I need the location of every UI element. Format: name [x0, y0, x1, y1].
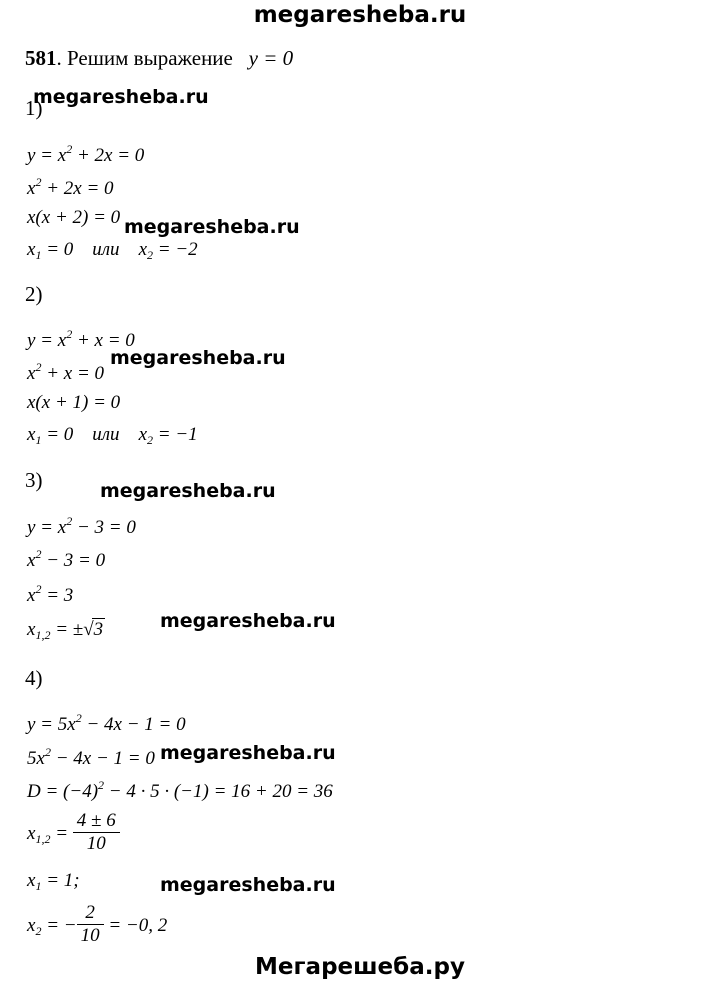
watermark-bottom: Мегарешеба.ру [255, 954, 465, 980]
problem-title [25, 46, 293, 71]
problem-condition: y = 0 [248, 46, 294, 70]
watermark-inline: megaresheba.ru [100, 480, 276, 502]
equation-line: $x^2 + 2x = 0$ [27, 175, 114, 199]
equation-line: $x_2$ = − $\frac{2}{10}$ = −0, 2 [27, 902, 168, 946]
watermark-inline: megaresheba.ru [160, 874, 336, 896]
equation-line: $x^2 = 3$ [27, 582, 74, 606]
fraction: $\frac{4 \pm 6}{10}$ [73, 810, 120, 855]
part2-label: 2) [25, 282, 43, 306]
equation-line: $D = (-4)^2 - 4 \cdot 5 \cdot (-1) = 16 + 20 = 36$ [27, 778, 333, 802]
equation-line: $x_1 = 0$ или $x_2 = -2$ [27, 239, 198, 262]
watermark-top: megaresheba.ru [253, 2, 467, 28]
watermark-inline: megaresheba.ru [33, 86, 209, 108]
watermark-inline: megaresheba.ru [160, 742, 336, 764]
problem-number: 581 [25, 46, 57, 70]
fraction: $\frac{2}{10}$ [77, 902, 104, 947]
equation-line: x(x + 2) = 0 [27, 207, 121, 228]
equation-line: $y = x^2 + x = 0$ [27, 327, 135, 351]
part1-label: 1) [25, 96, 43, 120]
equation-line: $5x^2 - 4x - 1 = 0$ [27, 745, 155, 769]
equation-line: $x_{1,2} = \pm√3$ [27, 619, 104, 642]
equation-line: $x_1 = 0$ или $x_2 = -1$ [27, 424, 198, 447]
part3-label: 3) [25, 468, 43, 492]
equation-line: $y = x^2 - 3 = 0$ [27, 514, 136, 538]
watermark-inline: megaresheba.ru [160, 610, 336, 632]
problem-text: . Решим выражение [56, 46, 233, 70]
equation-line: $x_{1,2}$ = $\frac{4 \pm 6}{10}$ [27, 812, 120, 857]
watermark-inline: megaresheba.ru [110, 347, 286, 369]
equation-line: $x^2 - 3 = 0$ [27, 547, 106, 571]
equation-line: $y = 5x^2 - 4x - 1 = 0$ [27, 711, 186, 735]
equation-line: $x^2 + x = 0$ [27, 360, 105, 384]
part4-label: 4) [25, 666, 43, 690]
equation-line: x(x + 1) = 0 [27, 392, 121, 413]
watermark-inline: megaresheba.ru [124, 216, 300, 238]
equation-line: $y = x^2 + 2x = 0$ [27, 142, 145, 166]
equation-line: $x_1 = 1$; [27, 870, 80, 893]
